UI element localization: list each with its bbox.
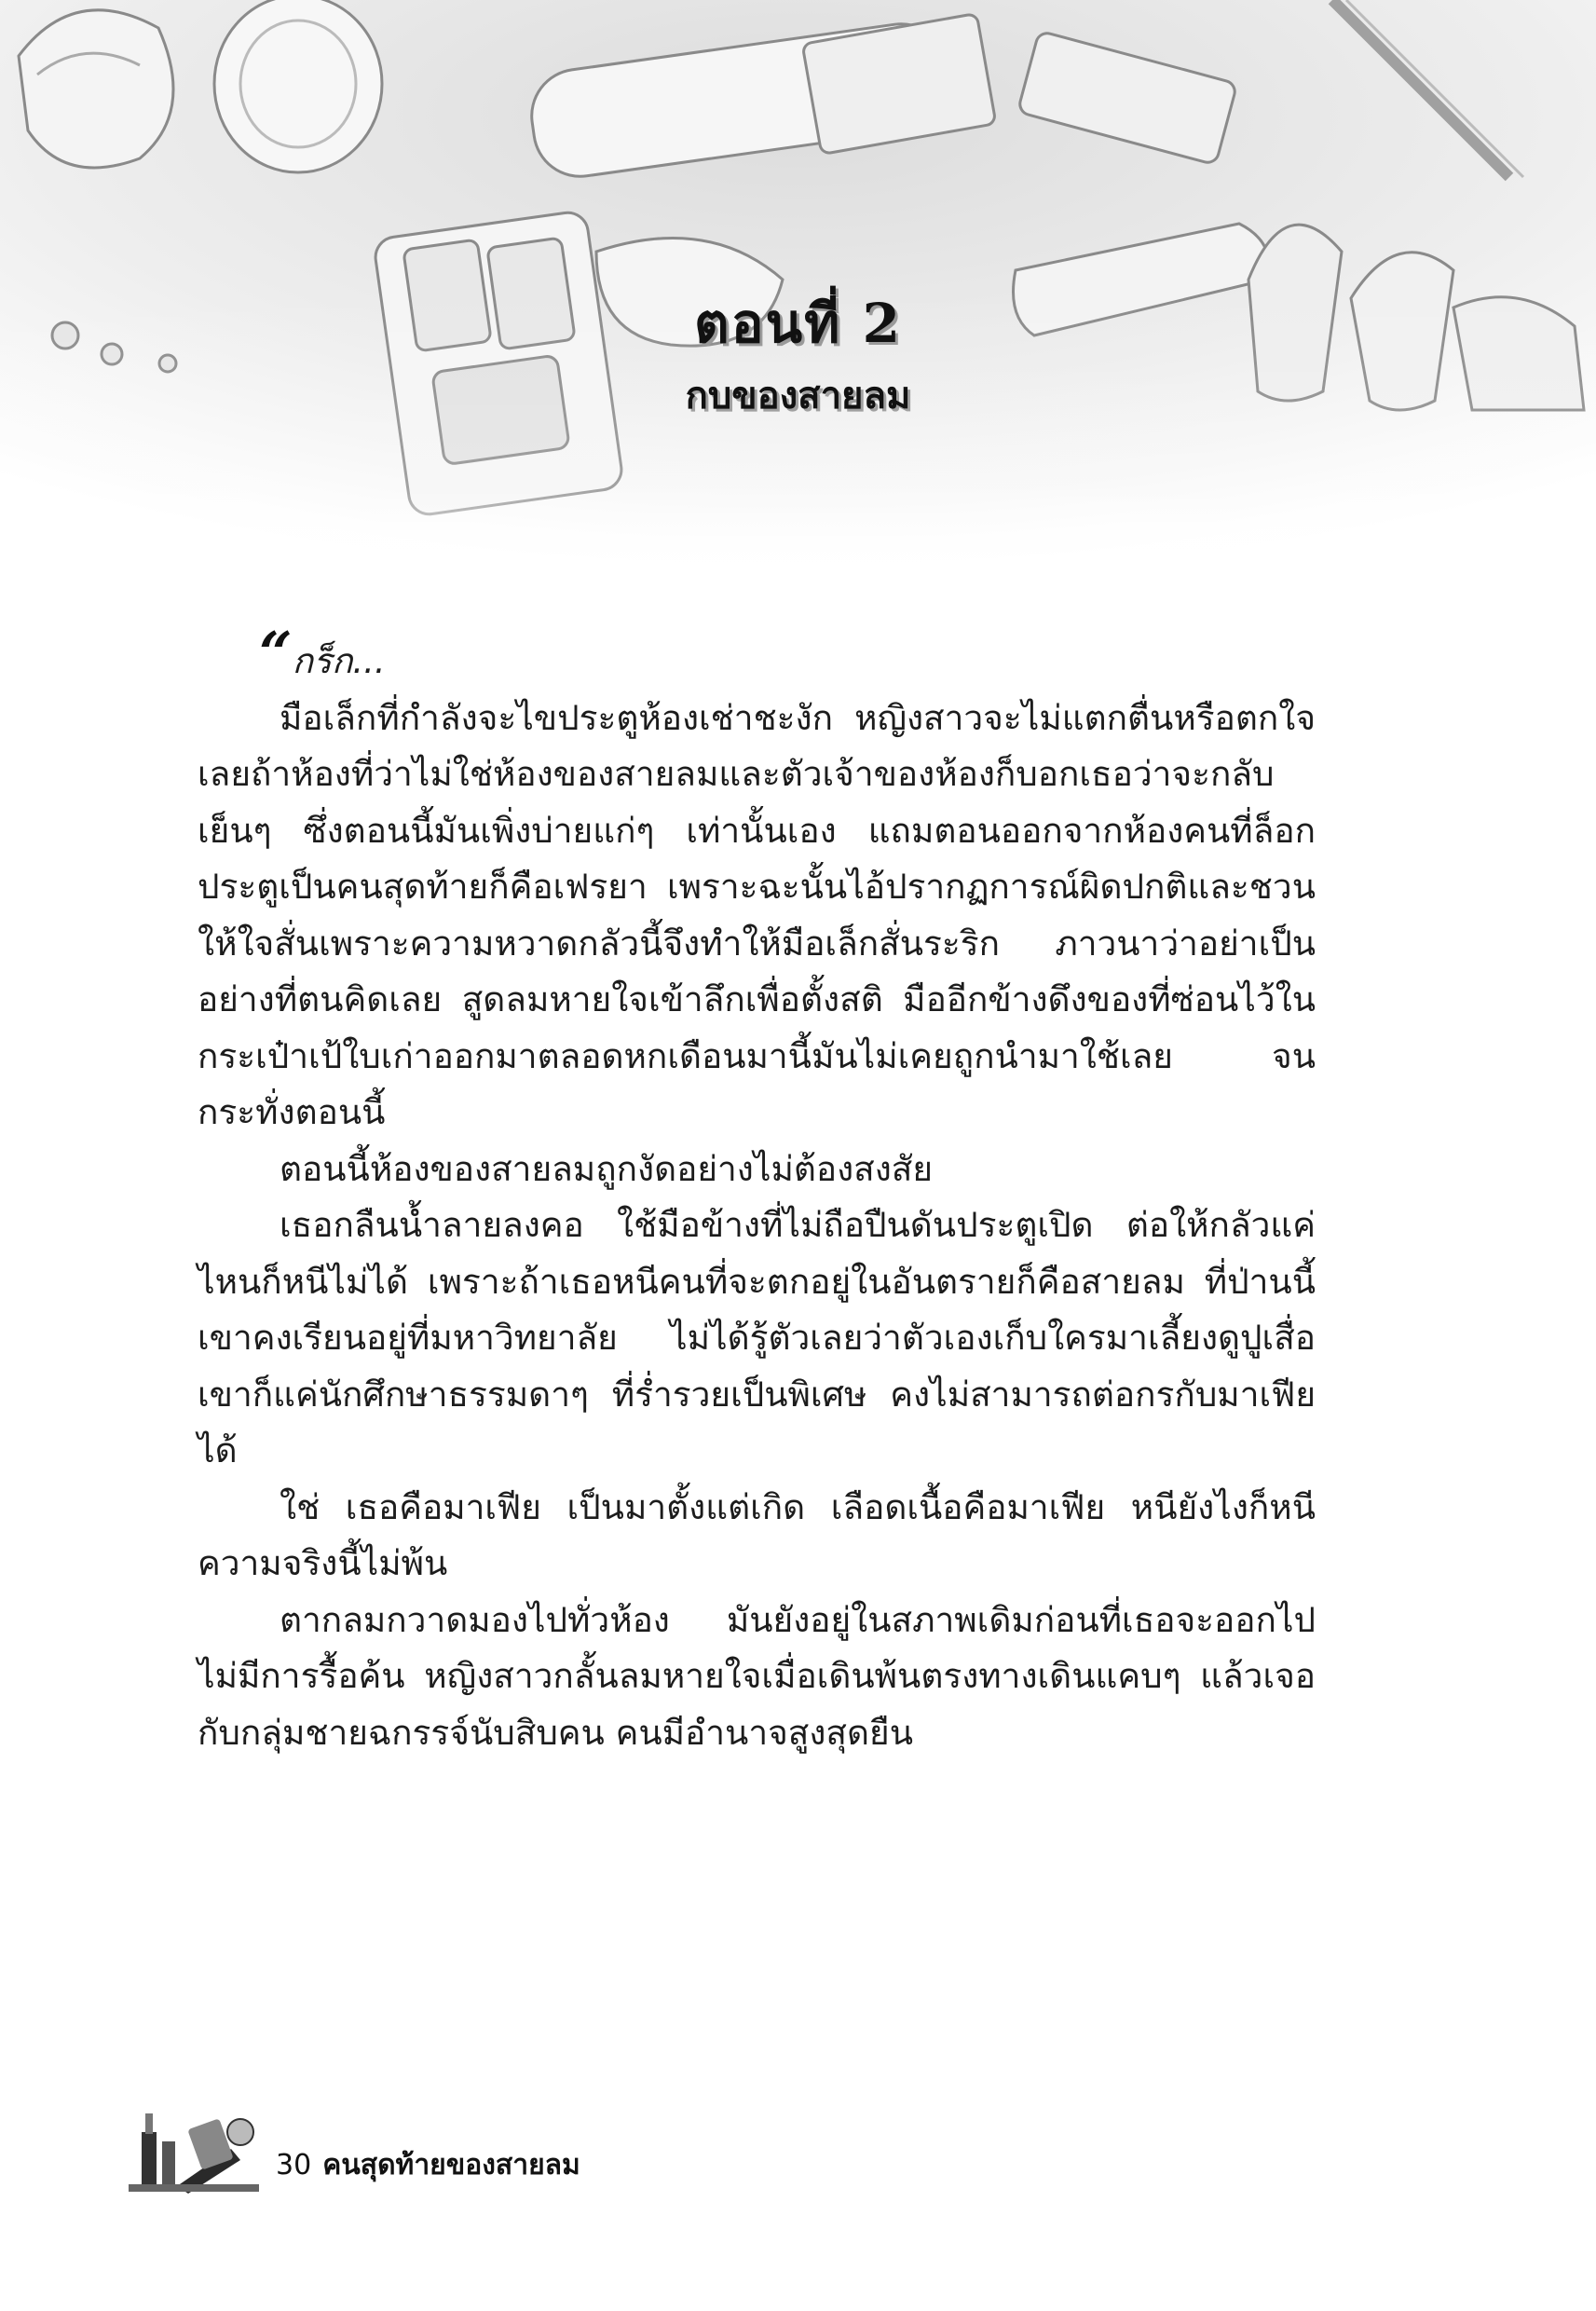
chapter-title: ตอนที่ 2 — [694, 292, 902, 355]
opening-word: กร็ก... — [292, 641, 386, 681]
page-number: 30 — [276, 2149, 312, 2181]
paragraph: ตากลมกวาดมองไปทั่วห้อง มันยังอยู่ในสภาพเดิมก่อนที่เธอจะออกไป ไม่มีการรื้อค้น หญิงสาวกลั้นลมหายใจเมื่อเดินพ้นตรงทางเดินแคบๆ แล้วเจอกับกลุ่มชายฉกรรจ์นับสิบคน คนมีอำนาจสูงสุดยืน — [198, 1599, 1316, 1753]
story-body — [198, 619, 1316, 1761]
cosmetics-icon — [129, 2104, 259, 2197]
paragraph: เธอกลืนน้ำลายลงคอ ใช้มือข้างที่ไม่ถือปืนดันประตูเปิด ต่อให้กลัวแค่ไหนก็หนีไม่ได้ เพราะถ้าเธอหนีคนที่จะตกอยู่ในอันตรายก็คือสายลม ที่ป่านนี้เขาคงเรียนอยู่ที่มหาวิทยาลัย ไม่ได้รู้ตัวเลยว่าตัวเองเก็บใครมาเลี้ยงดูปูเสื่อ เขาก็แค่นักศึกษาธรรมดาๆ ที่ร่ำรวยเป็นพิเศษ คงไม่สามารถต่อกรกับมาเฟียได้ — [198, 1205, 1316, 1470]
footer-text — [276, 2143, 580, 2187]
paragraph: ตอนนี้ห้องของสายลมถูกงัดอย่างไม่ต้องสงสัย — [280, 1148, 934, 1189]
paragraph: มือเล็กที่กำลังจะไขประตูห้องเช่าชะงัก หญิงสาวจะไม่แตกตื่นหรือตกใจเลยถ้าห้องที่ว่าไม่ใช่ห้องของสายลมและตัวเจ้าของห้องก็บอกเธอว่าจะกลับเย็นๆ ซึ่งตอนนี้มันเพิ่งบ่ายแก่ๆ เท่านั้นเอง แถมตอนออกจากห้องคนที่ล็อกประตูเป็นคนสุดท้ายก็คือเฟรยา เพราะฉะนั้นไอ้ปรากฏการณ์ผิดปกติและชวนให้ใจสั่นเพราะความหวาดกลัวนี้จึงทำให้มือเล็กสั่นระริก ภาวนาว่าอย่าเป็นอย่างที่ตนคิดเลย สูดลมหายใจเข้าลึกเพื่อตั้งสติ มืออีกข้างดึงของที่ซ่อนไว้ในกระเป๋าเป้ใบเก่าออกมาตลอดหกเดือนมานี้มันไม่เคยถูกนำมาใช้เลย จนกระทั่งตอนนี้ — [198, 697, 1316, 1132]
page-footer — [129, 2104, 967, 2207]
opening-line — [198, 619, 1316, 691]
opening-quote-mark: “ — [259, 619, 293, 687]
paragraph: ใช่ เธอคือมาเฟีย เป็นมาตั้งแต่เกิด เลือดเนื้อคือมาเฟีย หนียังไงก็หนีความจริงนี้ไม่พ้น — [198, 1486, 1316, 1583]
book-title: คนสุดท้ายของสายลม — [322, 2149, 580, 2181]
chapter-subtitle: กบของสายลม — [685, 374, 911, 417]
